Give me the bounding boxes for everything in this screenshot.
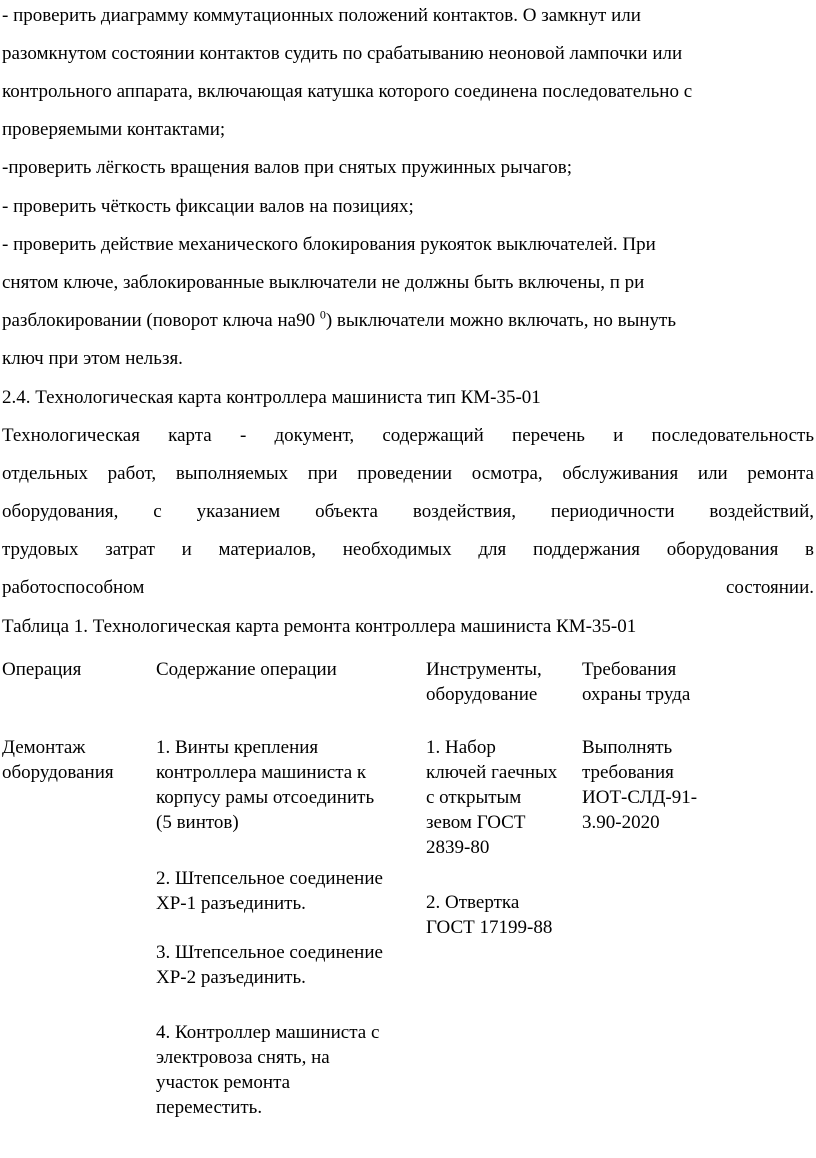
degree-superscript: 0 (319, 309, 326, 322)
table-cell-content-step: 3. Штепсельное соединение ХР-2 разъединить. (156, 942, 383, 988)
paragraph-line: разомкнутом состоянии контактов судить по срабатыванию неоновой лампочки или (2, 43, 683, 64)
table-cell-content-step: 4. Контроллер машиниста с электровоза снять, на участок ремонта переместить. (156, 1022, 380, 1118)
paragraph-line: снятом ключе, заблокированные выключатели не должны быть включены, п ри (2, 272, 645, 293)
paragraph-line: трудовых затрат и материалов, необходимых для поддержания оборудования в (2, 539, 814, 560)
table-cell-content-step: 1. Винты крепления контроллера машиниста к корпусу рамы отсоединить (5 винтов) (156, 737, 375, 833)
table-caption: Таблица 1. Технологическая карта ремонта контроллера машиниста КМ-35-01 (2, 616, 637, 637)
paragraph-line: контрольного аппарата, включающая катушка которого соединена последовательно с (2, 81, 693, 102)
paragraph-line: - проверить диаграмму коммутационных положений контактов. О замкнут или (2, 5, 641, 26)
paragraph-line: отдельных работ, выполняемых при проведении осмотра, обслуживания или ремонта (2, 463, 814, 484)
table-cell-tools-item: 1. Набор ключей гаечных с открытым зевом ГОСТ 2839-80 (426, 737, 558, 858)
text-run: ) выключатели можно включать, но вынуть (325, 310, 676, 331)
paragraph-line: Технологическая карта - документ, содержащий перечень и последовательность (2, 425, 814, 446)
paragraph-line: - проверить чёткость фиксации валов на позициях; (2, 196, 414, 217)
paragraph-line: ключ при этом нельзя. (2, 348, 183, 369)
paragraph-line: работоспособном состоянии. (2, 577, 814, 598)
table-cell-content-step: 2. Штепсельное соединение ХР-1 разъединить. (156, 868, 383, 914)
section-heading: 2.4. Технологическая карта контроллера машиниста тип КМ-35-01 (2, 387, 541, 408)
paragraph-line: -проверить лёгкость вращения валов при снятых пружинных рычагов; (2, 157, 572, 178)
table-cell-tools-item: 2. Отвертка ГОСТ 17199-88 (426, 892, 553, 938)
table-header-safety: Требования охраны труда (582, 659, 691, 705)
paragraph-line: - проверить действие механического блокирования рукояток выключателей. При (2, 234, 656, 255)
text-run: разблокировании (поворот ключа на90 (2, 310, 320, 331)
table-cell-operation: Демонтаж оборудования (2, 737, 114, 783)
table-header-content: Содержание операции (156, 659, 337, 680)
table-header-operation: Операция (2, 659, 82, 680)
paragraph-line: проверяемыми контактами; (2, 119, 226, 140)
paragraph-line (2, 309, 816, 333)
paragraph-line: оборудования, с указанием объекта воздействия, периодичности воздействий, (2, 501, 814, 522)
table-header-tools: Инструменты, оборудование (426, 659, 542, 705)
table-cell-safety: Выполнять требования ИОТ-СЛД-91- 3.90-2020 (582, 737, 698, 833)
